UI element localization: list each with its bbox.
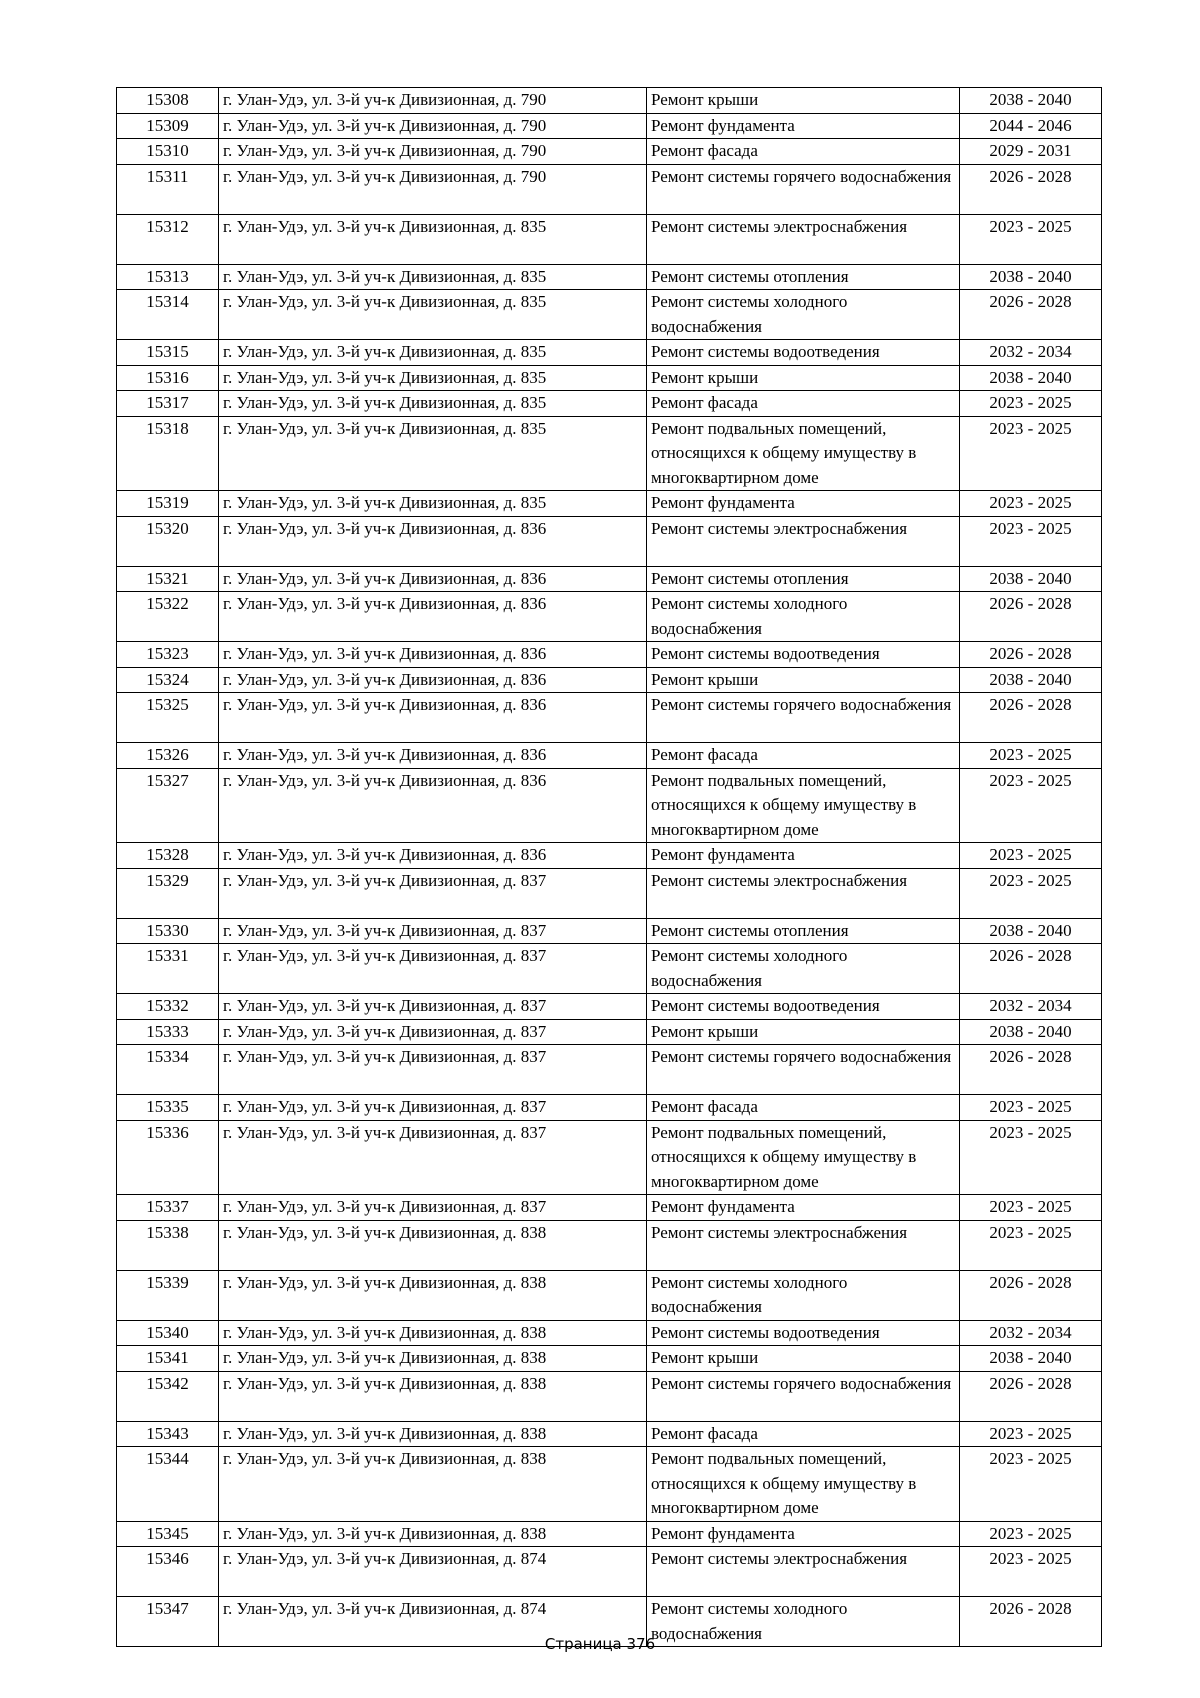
row-work-type: Ремонт системы холодного водоснабжения [647, 944, 960, 994]
row-number: 15347 [117, 1597, 219, 1647]
row-work-type: Ремонт системы холодного водоснабжения [647, 1270, 960, 1320]
row-years: 2032 - 2034 [960, 994, 1102, 1020]
row-years: 2023 - 2025 [960, 768, 1102, 843]
row-years: 2023 - 2025 [960, 1120, 1102, 1195]
row-number: 15346 [117, 1547, 219, 1597]
table-row [117, 1547, 1102, 1597]
row-work-type: Ремонт системы горячего водоснабжения [647, 164, 960, 214]
row-years: 2026 - 2028 [960, 1045, 1102, 1095]
row-years: 2023 - 2025 [960, 1421, 1102, 1447]
row-work-type: Ремонт системы отопления [647, 566, 960, 592]
row-years: 2032 - 2034 [960, 340, 1102, 366]
row-number: 15338 [117, 1220, 219, 1270]
row-number: 15321 [117, 566, 219, 592]
row-address: г. Улан-Удэ, ул. 3-й уч-к Дивизионная, д. 837 [219, 944, 647, 994]
row-years: 2023 - 2025 [960, 743, 1102, 769]
row-years: 2038 - 2040 [960, 667, 1102, 693]
row-address: г. Улан-Удэ, ул. 3-й уч-к Дивизионная, д. 837 [219, 1045, 647, 1095]
row-years: 2038 - 2040 [960, 365, 1102, 391]
row-number: 15309 [117, 113, 219, 139]
row-address: г. Улан-Удэ, ул. 3-й уч-к Дивизионная, д. 790 [219, 164, 647, 214]
row-work-type: Ремонт подвальных помещений, относящихся к общему имуществу в многоквартирном доме [647, 768, 960, 843]
table-row [117, 365, 1102, 391]
table-row [117, 1095, 1102, 1121]
table-row [117, 340, 1102, 366]
row-years: 2023 - 2025 [960, 843, 1102, 869]
row-number: 15341 [117, 1346, 219, 1372]
row-work-type: Ремонт крыши [647, 365, 960, 391]
row-address: г. Улан-Удэ, ул. 3-й уч-к Дивизионная, д. 838 [219, 1421, 647, 1447]
table-row [117, 1371, 1102, 1421]
row-work-type: Ремонт крыши [647, 667, 960, 693]
row-work-type: Ремонт системы водоотведения [647, 340, 960, 366]
row-number: 15345 [117, 1521, 219, 1547]
row-work-type: Ремонт фундамента [647, 1195, 960, 1221]
row-number: 15313 [117, 264, 219, 290]
row-years: 2023 - 2025 [960, 868, 1102, 918]
row-address: г. Улан-Удэ, ул. 3-й уч-к Дивизионная, д. 838 [219, 1521, 647, 1547]
page-number: Страница 376 [544, 1635, 656, 1653]
table-row [117, 994, 1102, 1020]
row-years: 2038 - 2040 [960, 264, 1102, 290]
row-number: 15343 [117, 1421, 219, 1447]
row-number: 15337 [117, 1195, 219, 1221]
row-work-type: Ремонт фасада [647, 391, 960, 417]
row-number: 15332 [117, 994, 219, 1020]
row-work-type: Ремонт фасада [647, 139, 960, 165]
row-work-type: Ремонт системы водоотведения [647, 994, 960, 1020]
row-address: г. Улан-Удэ, ул. 3-й уч-к Дивизионная, д. 838 [219, 1346, 647, 1372]
table-body [117, 88, 1102, 1647]
row-number: 15335 [117, 1095, 219, 1121]
row-years: 2023 - 2025 [960, 516, 1102, 566]
row-years: 2026 - 2028 [960, 164, 1102, 214]
row-address: г. Улан-Удэ, ул. 3-й уч-к Дивизионная, д. 835 [219, 365, 647, 391]
row-years: 2026 - 2028 [960, 290, 1102, 340]
row-work-type: Ремонт фундамента [647, 113, 960, 139]
row-number: 15329 [117, 868, 219, 918]
row-work-type: Ремонт крыши [647, 88, 960, 114]
row-years: 2023 - 2025 [960, 416, 1102, 491]
row-work-type: Ремонт системы электроснабжения [647, 1547, 960, 1597]
row-address: г. Улан-Удэ, ул. 3-й уч-к Дивизионная, д. 836 [219, 592, 647, 642]
row-work-type: Ремонт системы водоотведения [647, 642, 960, 668]
row-number: 15326 [117, 743, 219, 769]
row-number: 15344 [117, 1447, 219, 1522]
table-row [117, 843, 1102, 869]
table-row [117, 391, 1102, 417]
row-years: 2023 - 2025 [960, 391, 1102, 417]
row-years: 2038 - 2040 [960, 566, 1102, 592]
row-address: г. Улан-Удэ, ул. 3-й уч-к Дивизионная, д. 835 [219, 416, 647, 491]
row-work-type: Ремонт фундамента [647, 491, 960, 517]
row-years: 2044 - 2046 [960, 113, 1102, 139]
row-address: г. Улан-Удэ, ул. 3-й уч-к Дивизионная, д. 835 [219, 491, 647, 517]
row-years: 2023 - 2025 [960, 1547, 1102, 1597]
table-row [117, 918, 1102, 944]
row-number: 15325 [117, 693, 219, 743]
table-row [117, 416, 1102, 491]
table-row [117, 139, 1102, 165]
table-row [117, 164, 1102, 214]
row-years: 2038 - 2040 [960, 1019, 1102, 1045]
row-years: 2029 - 2031 [960, 139, 1102, 165]
row-number: 15327 [117, 768, 219, 843]
table-row [117, 1195, 1102, 1221]
row-number: 15310 [117, 139, 219, 165]
row-address: г. Улан-Удэ, ул. 3-й уч-к Дивизионная, д. 837 [219, 868, 647, 918]
row-address: г. Улан-Удэ, ул. 3-й уч-к Дивизионная, д. 837 [219, 1095, 647, 1121]
row-number: 15336 [117, 1120, 219, 1195]
row-address: г. Улан-Удэ, ул. 3-й уч-к Дивизионная, д. 837 [219, 994, 647, 1020]
row-work-type: Ремонт подвальных помещений, относящихся к общему имуществу в многоквартирном доме [647, 1447, 960, 1522]
row-number: 15333 [117, 1019, 219, 1045]
row-address: г. Улан-Удэ, ул. 3-й уч-к Дивизионная, д. 837 [219, 1120, 647, 1195]
row-address: г. Улан-Удэ, ул. 3-й уч-к Дивизионная, д. 836 [219, 743, 647, 769]
row-address: г. Улан-Удэ, ул. 3-й уч-к Дивизионная, д. 838 [219, 1270, 647, 1320]
table-row [117, 290, 1102, 340]
row-address: г. Улан-Удэ, ул. 3-й уч-к Дивизионная, д. 790 [219, 88, 647, 114]
table-row [117, 768, 1102, 843]
row-work-type: Ремонт системы горячего водоснабжения [647, 693, 960, 743]
row-address: г. Улан-Удэ, ул. 3-й уч-к Дивизионная, д. 836 [219, 843, 647, 869]
row-years: 2023 - 2025 [960, 491, 1102, 517]
row-number: 15314 [117, 290, 219, 340]
table-row [117, 592, 1102, 642]
row-number: 15331 [117, 944, 219, 994]
row-number: 15317 [117, 391, 219, 417]
table-row [117, 1220, 1102, 1270]
row-number: 15312 [117, 214, 219, 264]
row-years: 2023 - 2025 [960, 1521, 1102, 1547]
row-address: г. Улан-Удэ, ул. 3-й уч-к Дивизионная, д. 837 [219, 918, 647, 944]
row-address: г. Улан-Удэ, ул. 3-й уч-к Дивизионная, д. 835 [219, 290, 647, 340]
row-years: 2026 - 2028 [960, 693, 1102, 743]
row-years: 2038 - 2040 [960, 918, 1102, 944]
row-address: г. Улан-Удэ, ул. 3-й уч-к Дивизионная, д. 874 [219, 1547, 647, 1597]
row-work-type: Ремонт системы горячего водоснабжения [647, 1371, 960, 1421]
row-number: 15318 [117, 416, 219, 491]
row-years: 2026 - 2028 [960, 1371, 1102, 1421]
table-row [117, 1019, 1102, 1045]
row-years: 2026 - 2028 [960, 944, 1102, 994]
row-years: 2023 - 2025 [960, 1195, 1102, 1221]
row-years: 2026 - 2028 [960, 1270, 1102, 1320]
table-row [117, 693, 1102, 743]
table-row [117, 1346, 1102, 1372]
table-row [117, 1320, 1102, 1346]
table-row [117, 516, 1102, 566]
row-address: г. Улан-Удэ, ул. 3-й уч-к Дивизионная, д. 836 [219, 667, 647, 693]
row-address: г. Улан-Удэ, ул. 3-й уч-к Дивизионная, д. 836 [219, 642, 647, 668]
table-row [117, 944, 1102, 994]
row-work-type: Ремонт системы водоотведения [647, 1320, 960, 1346]
row-number: 15339 [117, 1270, 219, 1320]
row-number: 15334 [117, 1045, 219, 1095]
row-work-type: Ремонт фасада [647, 1095, 960, 1121]
row-address: г. Улан-Удэ, ул. 3-й уч-к Дивизионная, д. 837 [219, 1195, 647, 1221]
row-address: г. Улан-Удэ, ул. 3-й уч-к Дивизионная, д. 835 [219, 264, 647, 290]
row-years: 2026 - 2028 [960, 592, 1102, 642]
row-work-type: Ремонт системы отопления [647, 918, 960, 944]
row-work-type: Ремонт подвальных помещений, относящихся к общему имуществу в многоквартирном доме [647, 1120, 960, 1195]
table-row [117, 113, 1102, 139]
table-row [117, 214, 1102, 264]
row-address: г. Улан-Удэ, ул. 3-й уч-к Дивизионная, д. 790 [219, 113, 647, 139]
row-years: 2026 - 2028 [960, 1597, 1102, 1647]
table-row [117, 491, 1102, 517]
row-number: 15320 [117, 516, 219, 566]
row-work-type: Ремонт системы холодного водоснабжения [647, 290, 960, 340]
repair-schedule-sheet [116, 87, 1101, 1647]
row-years: 2023 - 2025 [960, 214, 1102, 264]
row-work-type: Ремонт фундамента [647, 1521, 960, 1547]
row-number: 15323 [117, 642, 219, 668]
row-number: 15322 [117, 592, 219, 642]
row-work-type: Ремонт фасада [647, 1421, 960, 1447]
row-number: 15330 [117, 918, 219, 944]
row-number: 15319 [117, 491, 219, 517]
row-number: 15340 [117, 1320, 219, 1346]
row-address: г. Улан-Удэ, ул. 3-й уч-к Дивизионная, д. 838 [219, 1320, 647, 1346]
row-address: г. Улан-Удэ, ул. 3-й уч-к Дивизионная, д. 836 [219, 566, 647, 592]
row-work-type: Ремонт системы горячего водоснабжения [647, 1045, 960, 1095]
row-address: г. Улан-Удэ, ул. 3-й уч-к Дивизионная, д. 835 [219, 391, 647, 417]
row-years: 2032 - 2034 [960, 1320, 1102, 1346]
table-row [117, 264, 1102, 290]
row-years: 2038 - 2040 [960, 1346, 1102, 1372]
table-row [117, 1421, 1102, 1447]
row-years: 2023 - 2025 [960, 1220, 1102, 1270]
row-number: 15311 [117, 164, 219, 214]
row-years: 2023 - 2025 [960, 1095, 1102, 1121]
table-row [117, 642, 1102, 668]
row-work-type: Ремонт системы холодного водоснабжения [647, 1597, 960, 1647]
row-work-type: Ремонт фасада [647, 743, 960, 769]
table-row [117, 868, 1102, 918]
row-address: г. Улан-Удэ, ул. 3-й уч-к Дивизионная, д. 874 [219, 1597, 647, 1647]
row-number: 15315 [117, 340, 219, 366]
row-work-type: Ремонт системы отопления [647, 264, 960, 290]
row-address: г. Улан-Удэ, ул. 3-й уч-к Дивизионная, д. 836 [219, 693, 647, 743]
row-number: 15308 [117, 88, 219, 114]
row-work-type: Ремонт системы электроснабжения [647, 1220, 960, 1270]
row-work-type: Ремонт подвальных помещений, относящихся к общему имуществу в многоквартирном доме [647, 416, 960, 491]
table-row [117, 1521, 1102, 1547]
table-row [117, 1447, 1102, 1522]
table-row [117, 1045, 1102, 1095]
row-work-type: Ремонт системы электроснабжения [647, 214, 960, 264]
table-row [117, 743, 1102, 769]
table-row [117, 88, 1102, 114]
row-address: г. Улан-Удэ, ул. 3-й уч-к Дивизионная, д. 838 [219, 1447, 647, 1522]
row-address: г. Улан-Удэ, ул. 3-й уч-к Дивизионная, д. 837 [219, 1019, 647, 1045]
row-number: 15324 [117, 667, 219, 693]
row-work-type: Ремонт крыши [647, 1019, 960, 1045]
row-work-type: Ремонт крыши [647, 1346, 960, 1372]
row-address: г. Улан-Удэ, ул. 3-й уч-к Дивизионная, д. 835 [219, 340, 647, 366]
row-address: г. Улан-Удэ, ул. 3-й уч-к Дивизионная, д. 838 [219, 1220, 647, 1270]
row-years: 2038 - 2040 [960, 88, 1102, 114]
row-work-type: Ремонт системы электроснабжения [647, 516, 960, 566]
table-row [117, 1120, 1102, 1195]
row-work-type: Ремонт фундамента [647, 843, 960, 869]
row-address: г. Улан-Удэ, ул. 3-й уч-к Дивизионная, д. 790 [219, 139, 647, 165]
row-address: г. Улан-Удэ, ул. 3-й уч-к Дивизионная, д. 835 [219, 214, 647, 264]
row-years: 2023 - 2025 [960, 1447, 1102, 1522]
row-number: 15328 [117, 843, 219, 869]
table-row [117, 1270, 1102, 1320]
row-work-type: Ремонт системы электроснабжения [647, 868, 960, 918]
repair-schedule-table [116, 87, 1102, 1647]
row-number: 15316 [117, 365, 219, 391]
row-address: г. Улан-Удэ, ул. 3-й уч-к Дивизионная, д. 836 [219, 516, 647, 566]
row-address: г. Улан-Удэ, ул. 3-й уч-к Дивизионная, д. 836 [219, 768, 647, 843]
table-row [117, 566, 1102, 592]
row-work-type: Ремонт системы холодного водоснабжения [647, 592, 960, 642]
row-address: г. Улан-Удэ, ул. 3-й уч-к Дивизионная, д. 838 [219, 1371, 647, 1421]
row-years: 2026 - 2028 [960, 642, 1102, 668]
table-row [117, 667, 1102, 693]
row-number: 15342 [117, 1371, 219, 1421]
